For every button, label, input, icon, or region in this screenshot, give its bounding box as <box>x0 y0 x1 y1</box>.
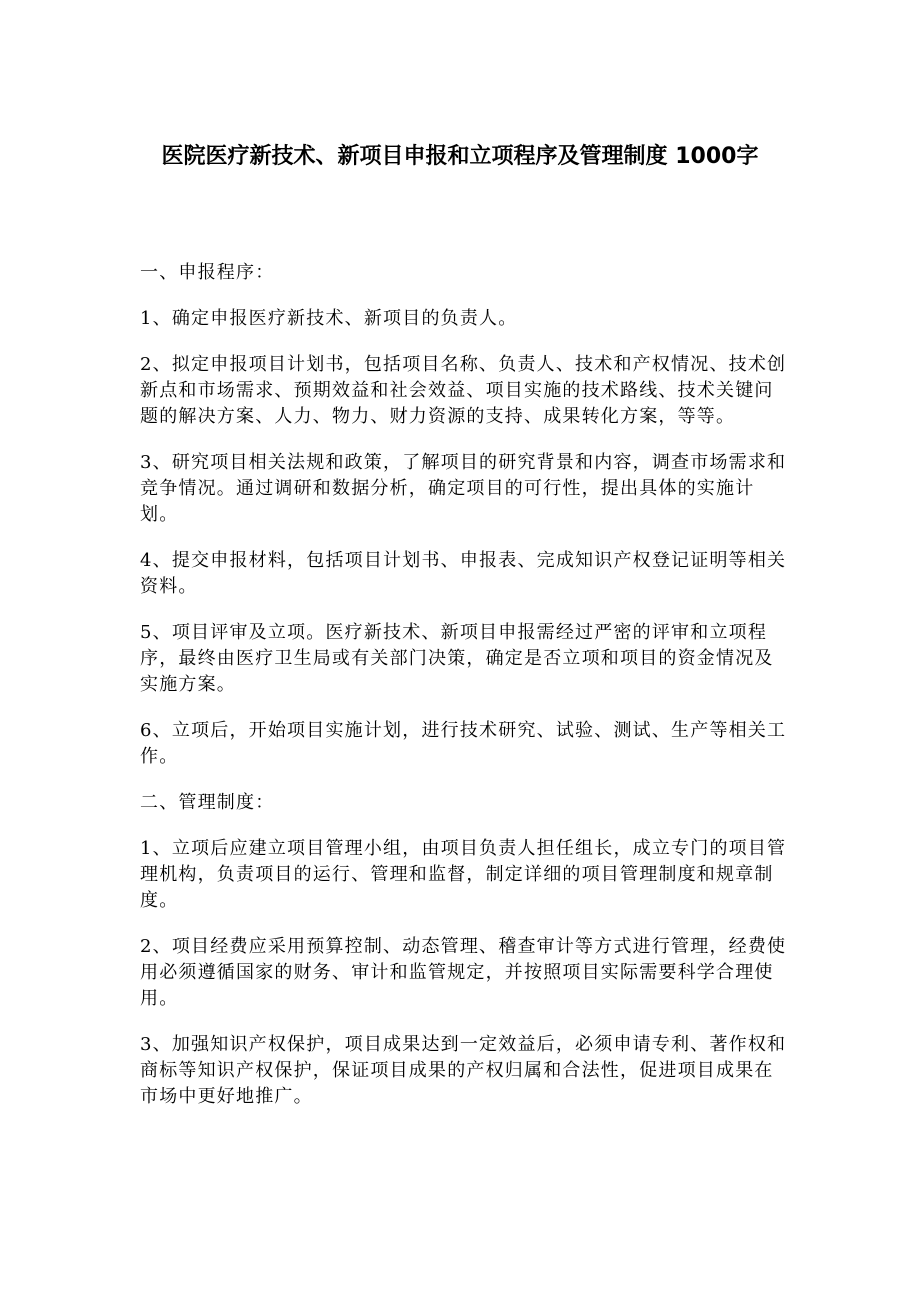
section-application-procedure <box>140 260 790 770</box>
paragraph: 2、拟定申报项目计划书，包括项目名称、负责人、技术和产权情况、技术创新点和市场需求、预期效益和社会效益、项目实施的技术路线、技术关键问题的解决方案、人力、物力、财力资源的支持、成果转化方案，等等。 <box>140 354 787 427</box>
document-body <box>140 260 790 1130</box>
paragraph: 3、研究项目相关法规和政策，了解项目的研究背景和内容，调查市场需求和竞争情况。通过调研和数据分析，确定项目的可行性，提出具体的实施计划。 <box>140 452 787 525</box>
paragraph: 3、加强知识产权保护，项目成果达到一定效益后，必须申请专利、著作权和商标等知识产权保护，保证项目成果的产权归属和合法性，促进项目成果在市场中更好地推广。 <box>140 1034 787 1107</box>
section-management-system <box>140 790 790 1110</box>
paragraph: 5、项目评审及立项。医疗新技术、新项目申报需经过严密的评审和立项程序，最终由医疗卫生局或有关部门决策，确定是否立项和项目的资金情况及实施方案。 <box>140 622 774 695</box>
paragraph: 4、提交申报材料，包括项目计划书、申报表、完成知识产权登记证明等相关资料。 <box>140 550 787 597</box>
paragraph: 1、立项后应建立项目管理小组，由项目负责人担任组长，成立专门的项目管理机构，负责项目的运行、管理和监督，制定详细的项目管理制度和规章制度。 <box>140 838 787 911</box>
section-heading: 二、管理制度： <box>140 792 275 813</box>
paragraph: 2、项目经费应采用预算控制、动态管理、稽查审计等方式进行管理，经费使用必须遵循国家的财务、审计和监管规定，并按照项目实际需要科学合理使用。 <box>140 936 787 1009</box>
section-heading: 一、申报程序： <box>140 262 275 283</box>
document-title: 医院医疗新技术、新项目申报和立项程序及管理制度 1000字 <box>161 144 759 169</box>
paragraph: 1、确定申报医疗新技术、新项目的负责人。 <box>140 308 518 329</box>
paragraph: 6、立项后，开始项目实施计划，进行技术研究、试验、测试、生产等相关工作。 <box>140 720 787 767</box>
